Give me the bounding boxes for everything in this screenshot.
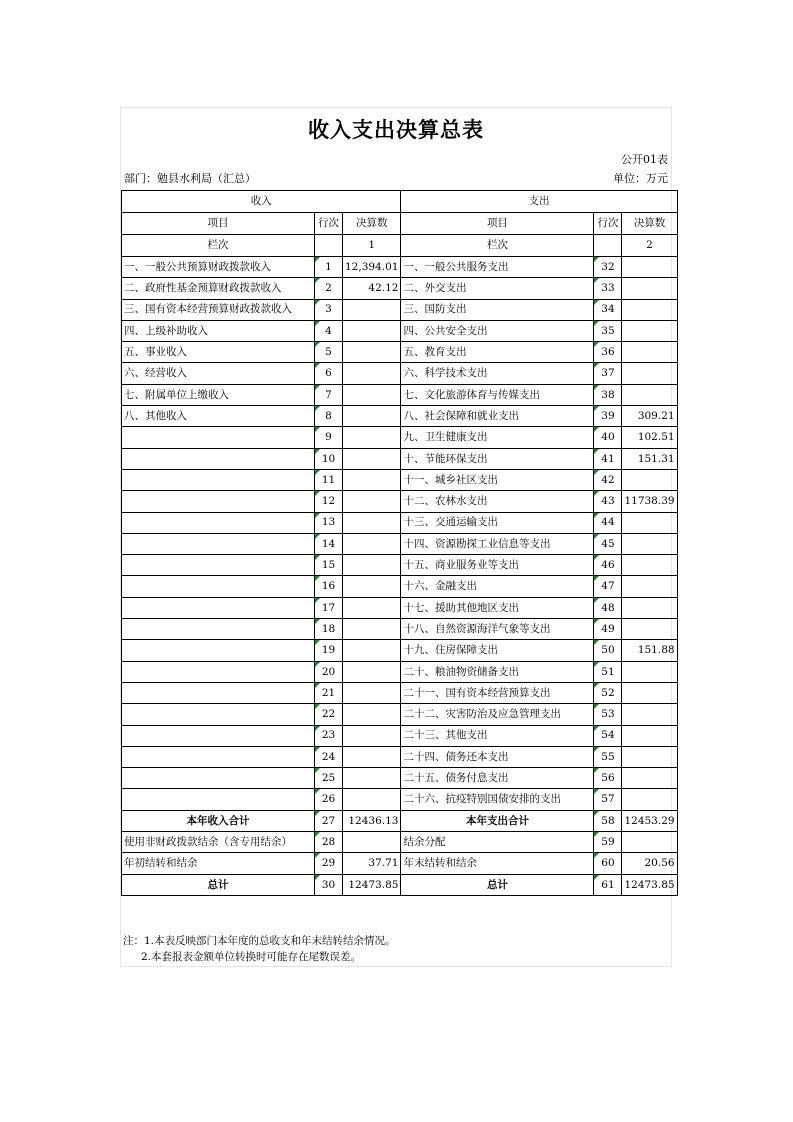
expense-total-row-no: 59 <box>594 832 622 853</box>
income-row-no: 16 <box>315 576 343 597</box>
expense-item: 二十、粮油物资储备支出 <box>401 661 594 682</box>
income-total-row-no: 28 <box>315 832 343 853</box>
income-item <box>122 682 315 703</box>
income-row-no: 22 <box>315 704 343 725</box>
income-item: 三、国有资本经营预算财政拨款收入 <box>122 299 315 320</box>
table-row <box>122 406 678 427</box>
income-total-amount <box>343 832 401 853</box>
expense-row-no: 55 <box>594 746 622 767</box>
expense-item: 二十二、灾害防治及应急管理支出 <box>401 704 594 725</box>
income-item <box>122 533 315 554</box>
expense-row-no: 39 <box>594 406 622 427</box>
expense-amount <box>622 469 677 490</box>
expense-amount: 151.88 <box>622 640 677 661</box>
expense-amount <box>622 384 677 405</box>
footnote-2: 2.本套报表金额单位转换时可能存在尾数误差。 <box>141 951 362 963</box>
income-total-amount: 12436.13 <box>343 810 401 831</box>
expense-amount <box>622 682 677 703</box>
expense-row-no: 43 <box>594 491 622 512</box>
table-row <box>122 512 678 533</box>
table-row <box>122 661 678 682</box>
expense-item-header: 项目 <box>401 213 594 235</box>
income-item <box>122 448 315 469</box>
income-item: 一、一般公共预算财政拨款收入 <box>122 257 315 278</box>
expense-item: 二、外交支出 <box>401 278 594 299</box>
income-row-no: 20 <box>315 661 343 682</box>
table-row <box>122 789 678 810</box>
income-row-no: 17 <box>315 597 343 618</box>
income-row-no: 6 <box>315 363 343 384</box>
income-item <box>122 576 315 597</box>
expense-row-no: 52 <box>594 682 622 703</box>
expense-total-amount: 20.56 <box>622 853 677 874</box>
expense-row-no: 36 <box>594 342 622 363</box>
column-header-row <box>122 213 678 235</box>
income-total-item: 总计 <box>122 874 315 895</box>
table-row <box>122 555 678 576</box>
footnote-1: 注：1.本表反映部门本年度的总收支和年末结转结余情况。 <box>123 935 396 947</box>
section-header-row <box>122 191 678 213</box>
expense-item: 十九、住房保障支出 <box>401 640 594 661</box>
expense-amount <box>622 320 677 341</box>
expense-row-no: 54 <box>594 725 622 746</box>
income-row-no: 21 <box>315 682 343 703</box>
expense-total-amount <box>622 832 677 853</box>
expense-amount <box>622 768 677 789</box>
expense-item: 九、卫生健康支出 <box>401 427 594 448</box>
income-row-no: 13 <box>315 512 343 533</box>
table-body <box>122 191 678 896</box>
income-amount <box>343 704 401 725</box>
table-row <box>122 704 678 725</box>
table-row <box>122 576 678 597</box>
expense-row-no: 33 <box>594 278 622 299</box>
expense-item: 四、公共安全支出 <box>401 320 594 341</box>
expense-row-no: 53 <box>594 704 622 725</box>
expense-amount <box>622 789 677 810</box>
income-item <box>122 469 315 490</box>
department-label: 部门：勉县水利局（汇总） <box>124 172 256 185</box>
table-row <box>122 299 678 320</box>
table-row <box>122 768 678 789</box>
expense-amount <box>622 597 677 618</box>
expense-item: 十六、金融支出 <box>401 576 594 597</box>
expense-item: 二十一、国有资本经营预算支出 <box>401 682 594 703</box>
expense-amount <box>622 746 677 767</box>
income-row-no: 1 <box>315 257 343 278</box>
expense-row-no: 40 <box>594 427 622 448</box>
table-row <box>122 640 678 661</box>
income-item <box>122 597 315 618</box>
expense-item: 二十三、其他支出 <box>401 725 594 746</box>
expense-item: 十八、自然资源海洋气象等支出 <box>401 619 594 640</box>
income-row-no: 4 <box>315 320 343 341</box>
expense-amount: 309.21 <box>622 406 677 427</box>
total-row <box>122 832 678 853</box>
income-amount <box>343 533 401 554</box>
income-item <box>122 789 315 810</box>
expense-row-no: 35 <box>594 320 622 341</box>
budget-summary-table <box>121 190 678 896</box>
income-amount <box>343 576 401 597</box>
income-amount <box>343 768 401 789</box>
table-row <box>122 427 678 448</box>
expense-amount: 151.31 <box>622 448 677 469</box>
income-row-no: 8 <box>315 406 343 427</box>
expense-amount <box>622 363 677 384</box>
income-item <box>122 427 315 448</box>
expense-item: 十二、农林水支出 <box>401 491 594 512</box>
expense-total-amount: 12453.29 <box>622 810 677 831</box>
income-total-item: 本年收入合计 <box>122 810 315 831</box>
income-row-no: 14 <box>315 533 343 554</box>
income-total-item: 年初结转和结余 <box>122 853 315 874</box>
income-item <box>122 555 315 576</box>
income-item: 二、政府性基金预算财政拨款收入 <box>122 278 315 299</box>
income-column-blank <box>315 235 343 257</box>
column-number-row <box>122 235 678 257</box>
income-amount <box>343 363 401 384</box>
expense-amount <box>622 619 677 640</box>
income-amount <box>343 448 401 469</box>
income-amount <box>343 491 401 512</box>
income-item <box>122 725 315 746</box>
income-total-amount: 37.71 <box>343 853 401 874</box>
expense-row-no: 51 <box>594 661 622 682</box>
table-row <box>122 448 678 469</box>
expense-amount: 102.51 <box>622 427 677 448</box>
expense-row-no: 49 <box>594 619 622 640</box>
income-row-no: 26 <box>315 789 343 810</box>
form-code: 公开01表 <box>621 153 668 166</box>
expense-total-row-no: 61 <box>594 874 622 895</box>
income-row-no: 19 <box>315 640 343 661</box>
expense-item: 六、科学技术支出 <box>401 363 594 384</box>
expense-item: 二十四、债务还本支出 <box>401 746 594 767</box>
total-row <box>122 810 678 831</box>
expense-row-no: 41 <box>594 448 622 469</box>
expense-item: 十七、援助其他地区支出 <box>401 597 594 618</box>
expense-amount <box>622 257 677 278</box>
income-item <box>122 491 315 512</box>
income-total-item: 使用非财政拨款结余（含专用结余） <box>122 832 315 853</box>
income-row-no: 5 <box>315 342 343 363</box>
income-item <box>122 768 315 789</box>
expense-item: 十五、商业服务业等支出 <box>401 555 594 576</box>
expense-amount <box>622 342 677 363</box>
income-item-header: 项目 <box>122 213 315 235</box>
income-column-label: 栏次 <box>122 235 315 257</box>
expense-item: 二十六、抗疫特别国债安排的支出 <box>401 789 594 810</box>
expense-amount <box>622 661 677 682</box>
expense-column-label: 栏次 <box>401 235 594 257</box>
expense-row-no: 50 <box>594 640 622 661</box>
income-amount-header: 决算数 <box>343 213 401 235</box>
expense-item: 十三、交通运输支出 <box>401 512 594 533</box>
expense-row-no: 32 <box>594 257 622 278</box>
table-row <box>122 384 678 405</box>
income-amount <box>343 789 401 810</box>
income-amount <box>343 406 401 427</box>
income-item: 八、其他收入 <box>122 406 315 427</box>
expense-item: 五、教育支出 <box>401 342 594 363</box>
table-row <box>122 597 678 618</box>
income-item: 四、上级补助收入 <box>122 320 315 341</box>
expense-amount <box>622 299 677 320</box>
total-row <box>122 853 678 874</box>
income-amount <box>343 320 401 341</box>
income-amount <box>343 682 401 703</box>
income-item <box>122 661 315 682</box>
income-row-no: 24 <box>315 746 343 767</box>
income-amount <box>343 746 401 767</box>
table-row <box>122 363 678 384</box>
expense-amount-header: 决算数 <box>622 213 677 235</box>
income-row-no: 12 <box>315 491 343 512</box>
expense-row-no: 38 <box>594 384 622 405</box>
expense-amount <box>622 512 677 533</box>
table-row <box>122 619 678 640</box>
income-item <box>122 704 315 725</box>
expense-amount <box>622 725 677 746</box>
table-row <box>122 469 678 490</box>
expense-amount <box>622 533 677 554</box>
income-item <box>122 512 315 533</box>
unit-label: 单位：万元 <box>613 172 668 185</box>
table-row <box>122 491 678 512</box>
income-item: 六、经营收入 <box>122 363 315 384</box>
expense-total-row-no: 60 <box>594 853 622 874</box>
income-amount <box>343 555 401 576</box>
expense-row-no-header: 行次 <box>594 213 622 235</box>
expense-amount: 11738.39 <box>622 491 677 512</box>
income-section-header: 收入 <box>122 191 401 213</box>
expense-total-amount: 12473.85 <box>622 874 677 895</box>
table-row <box>122 278 678 299</box>
income-item: 七、附属单位上缴收入 <box>122 384 315 405</box>
expense-item: 一、一般公共服务支出 <box>401 257 594 278</box>
expense-amount <box>622 576 677 597</box>
expense-item: 十、节能环保支出 <box>401 448 594 469</box>
income-amount <box>343 661 401 682</box>
expense-total-item: 本年支出合计 <box>401 810 594 831</box>
expense-item: 七、文化旅游体育与传媒支出 <box>401 384 594 405</box>
income-row-no: 3 <box>315 299 343 320</box>
expense-column-number: 2 <box>622 235 677 257</box>
income-item <box>122 746 315 767</box>
expense-section-header: 支出 <box>401 191 677 213</box>
page-title: 收入支出决算总表 <box>308 117 484 142</box>
expense-row-no: 45 <box>594 533 622 554</box>
table-row <box>122 682 678 703</box>
income-row-no: 7 <box>315 384 343 405</box>
expense-amount <box>622 704 677 725</box>
income-amount <box>343 619 401 640</box>
table-row <box>122 746 678 767</box>
expense-row-no: 56 <box>594 768 622 789</box>
income-item: 五、事业收入 <box>122 342 315 363</box>
income-amount: 12,394.01 <box>343 257 401 278</box>
footnotes <box>123 933 396 965</box>
income-row-no: 25 <box>315 768 343 789</box>
expense-amount <box>622 555 677 576</box>
table-row <box>122 320 678 341</box>
income-total-row-no: 27 <box>315 810 343 831</box>
expense-total-item: 结余分配 <box>401 832 594 853</box>
income-row-no: 23 <box>315 725 343 746</box>
expense-total-row-no: 58 <box>594 810 622 831</box>
expense-row-no: 48 <box>594 597 622 618</box>
income-amount <box>343 512 401 533</box>
income-amount: 42.12 <box>343 278 401 299</box>
income-row-no: 10 <box>315 448 343 469</box>
income-item <box>122 619 315 640</box>
expense-row-no: 37 <box>594 363 622 384</box>
income-row-no: 18 <box>315 619 343 640</box>
income-amount <box>343 597 401 618</box>
expense-total-item: 年末结转和结余 <box>401 853 594 874</box>
expense-amount <box>622 278 677 299</box>
expense-row-no: 46 <box>594 555 622 576</box>
expense-row-no: 42 <box>594 469 622 490</box>
income-total-row-no: 29 <box>315 853 343 874</box>
income-row-no: 2 <box>315 278 343 299</box>
income-amount <box>343 725 401 746</box>
income-amount <box>343 342 401 363</box>
table-row <box>122 725 678 746</box>
table-row <box>122 257 678 278</box>
income-item <box>122 640 315 661</box>
table-row <box>122 342 678 363</box>
expense-item: 十一、城乡社区支出 <box>401 469 594 490</box>
income-amount <box>343 640 401 661</box>
expense-row-no: 57 <box>594 789 622 810</box>
expense-row-no: 47 <box>594 576 622 597</box>
expense-item: 二十五、债务付息支出 <box>401 768 594 789</box>
total-row <box>122 874 678 895</box>
income-total-amount: 12473.85 <box>343 874 401 895</box>
income-amount <box>343 384 401 405</box>
income-amount <box>343 299 401 320</box>
expense-column-blank <box>594 235 622 257</box>
table-row <box>122 533 678 554</box>
income-row-no-header: 行次 <box>315 213 343 235</box>
expense-item: 八、社会保障和就业支出 <box>401 406 594 427</box>
income-amount <box>343 427 401 448</box>
expense-total-item: 总计 <box>401 874 594 895</box>
expense-item: 三、国防支出 <box>401 299 594 320</box>
expense-row-no: 34 <box>594 299 622 320</box>
expense-row-no: 44 <box>594 512 622 533</box>
income-row-no: 9 <box>315 427 343 448</box>
income-amount <box>343 469 401 490</box>
income-column-number: 1 <box>343 235 401 257</box>
expense-item: 十四、资源勘探工业信息等支出 <box>401 533 594 554</box>
income-row-no: 15 <box>315 555 343 576</box>
income-row-no: 11 <box>315 469 343 490</box>
income-total-row-no: 30 <box>315 874 343 895</box>
